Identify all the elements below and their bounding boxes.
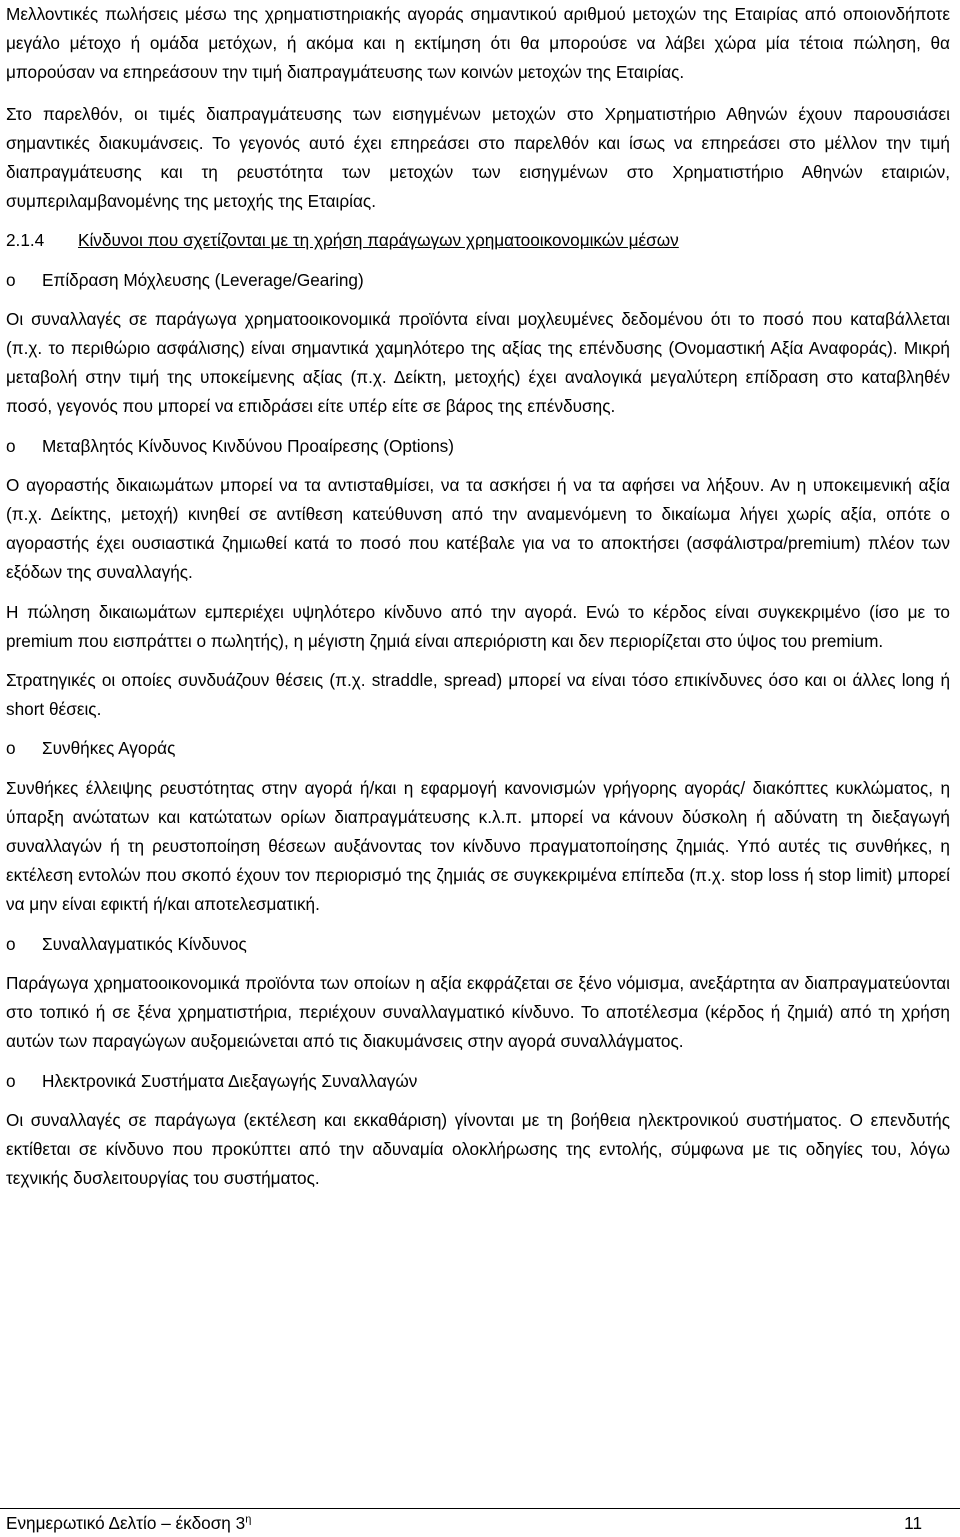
bullet-heading-options (6, 432, 950, 461)
bullet-title: Επίδραση Μόχλευσης (Leverage/Gearing) (42, 269, 364, 290)
bullet-heading-electronic-systems (6, 1067, 950, 1096)
bullet-marker: o (6, 435, 16, 456)
paragraph-market-conditions: Συνθήκες έλλειψης ρευστότητας στην αγορά ή/και η εφαρμογή κανονισμών γρήγορης αγοράς/ διακόπτες κυκλώματος, η ύπαρξη ανώτατων και κατώτατων ορίων διαπραγμάτευσης κ.λ.π. μπορεί να κάνουν δύσκολη ή αδύνατη τη διεξαγωγή συναλλαγών ή τη ρευστοποίηση θέσεων αυξάνοντας τον κίνδυνο πραγματοποίησης ζημιάς. Υπό αυτές τις συνθήκες, η εκτέλεση εντολών που σκοπό έχουν τον περιορισμό της ζημιάς σε συγκεκριμένα επίπεδα (π.χ. stop loss ή stop limit) μπορεί να μην είναι εφικτή ή/και αποτελεσματική. (6, 777, 950, 915)
paragraph-electronic-systems: Οι συναλλαγές σε παράγωγα (εκτέλεση και εκκαθάριση) γίνονται με τη βοήθεια ηλεκτρονικού συστήματος. Ο επενδυτής εκτίθεται σε κίνδυνο που προκύπτει από την αδυναμία ολοκλήρωσης της εντολής, σύμφωνα με τις οδηγίες του, λόγω τεχνικής δυσλειτουργίας του συστήματος. (6, 1109, 950, 1189)
page-footer (0, 1508, 960, 1537)
footer-superscript: η (245, 1513, 252, 1526)
bullet-marker: o (6, 933, 16, 954)
paragraph-options-seller: Η πώληση δικαιωμάτων εμπεριέχει υψηλότερο κίνδυνο από την αγορά. Ενώ το κέρδος είναι συγκεκριμένο (ίσο με το premium που εισπράττει ο πωλητής), η μέγιστη ζημιά είναι απεριόριστη και δεν περιορίζεται στο ύψος του premium. (6, 601, 950, 651)
paragraph-fx-risk: Παράγωγα χρηματοοικονομικά προϊόντα των οποίων η αξία εκφράζεται σε ξένο νόμισμα, ανεξάρτητα αν διαπραγματεύονται στο τοπικό ή σε ξένα χρηματιστήρια, περιέχουν συναλλαγματικό κίνδυνο. Το αποτέλεσμα (κέρδος ή ζημιά) από τη χρήση αυτών των παραγώγων αυξομειώνεται από τις διακυμάνσεις στην αγορά συναλλάγματος. (6, 972, 950, 1052)
section-title: Κίνδυνοι που σχετίζονται με τη χρήση παράγωγων χρηματοοικονομικών μέσων (78, 230, 679, 251)
paragraph-options-strategies: Στρατηγικές οι οποίες συνδυάζουν θέσεις (π.χ. straddle, spread) μπορεί να είναι τόσο επικίνδυνες όσο και οι άλλες long ή short θέσεις. (6, 670, 950, 720)
paragraph-options-buyer: Ο αγοραστής δικαιωμάτων μπορεί να τα αντισταθμίσει, να τα ασκήσει ή να τα αφήσει να λήξουν. Αν η υποκειμενική αξία (π.χ. Δείκτης, μετοχή) κινηθεί σε αντίθεση κατεύθυνση από την αναμενόμενη το δικαίωμα λήγει χωρίς αξία, οπότε ο αγοραστής έχει ουσιαστικά ζημιωθεί κατά το ποσό που κατέβαλε για να το αποκτήσει (ασφάλιστρα/premium) πλέον των εξόδων της συναλλαγής. (6, 474, 950, 583)
bullet-marker: o (6, 269, 16, 290)
bullet-marker: o (6, 1070, 16, 1091)
bullet-heading-fx-risk (6, 930, 950, 959)
paragraph-leverage: Οι συναλλαγές σε παράγωγα χρηματοοικονομικά προϊόντα είναι μοχλευμένες δεδομένου ότι το ποσό που καταβάλλεται (π.χ. το περιθώριο ασφάλισης) είναι σημαντικά χαμηλότερο της αξίας της επένδυσης (Ονομαστική Αξία Αναφοράς). Μικρή μεταβολή στην τιμή της υποκείμενης αξίας (π.χ. Δείκτη, μετοχής) έχει αναλογικά μεγαλύτερη επίδραση στο καταβληθέν ποσό, γεγονός που μπορεί να επιδράσει είτε υπέρ είτε σε βάρος της επένδυσης. (6, 308, 950, 417)
paragraph-price-volatility: Στο παρελθόν, οι τιμές διαπραγμάτευσης των εισηγμένων μετοχών στο Χρηματιστήριο Αθηνών έχουν παρουσιάσει σημαντικές διακυμάνσεις. Το γεγονός αυτό έχει επηρεάσει στο παρελθόν και ίσως να επηρεάσει στο μέλλον την τιμή διαπραγμάτευσης και τη ρευστότητα των μετοχών των εισηγμένων στο Χρηματιστήριο Αθηνών εταιριών, συμπεριλαμβανομένης της μετοχής της Εταιρίας. (6, 103, 950, 212)
footer-document-title: Ενημερωτικό Δελτίο – έκδοση $3^\eta$ (6, 1513, 252, 1533)
bullet-heading-market-conditions (6, 734, 950, 763)
document-page (6, 0, 950, 1193)
footer-page-number: 11 (904, 1513, 922, 1533)
section-heading (6, 226, 950, 255)
bullet-title: Μεταβλητός Κίνδυνος Κινδύνου Προαίρεσης (Options) (42, 435, 454, 456)
bullet-title: Ηλεκτρονικά Συστήματα Διεξαγωγής Συναλλαγών (42, 1070, 418, 1091)
bullet-heading-leverage (6, 266, 950, 295)
section-number: 2.1.4 (6, 230, 45, 251)
paragraph-future-sales: Μελλοντικές πωλήσεις μέσω της χρηματιστηριακής αγοράς σημαντικού αριθμού μετοχών της Εταιρίας από οποιονδήποτε μεγάλο μέτοχο ή ομάδα μετόχων, ή ακόμα και η εκτίμηση ότι θα μπορούσε να λάβει χώρα μία τέτοια πώληση, θα μπορούσαν να επηρεάσουν την τιμή διαπραγμάτευσης των κοινών μετοχών της Εταιρίας. (6, 4, 950, 83)
bullet-marker: o (6, 738, 16, 759)
bullet-title: Συνθήκες Αγοράς (42, 738, 176, 759)
bullet-title: Συναλλαγματικός Κίνδυνος (42, 933, 247, 954)
